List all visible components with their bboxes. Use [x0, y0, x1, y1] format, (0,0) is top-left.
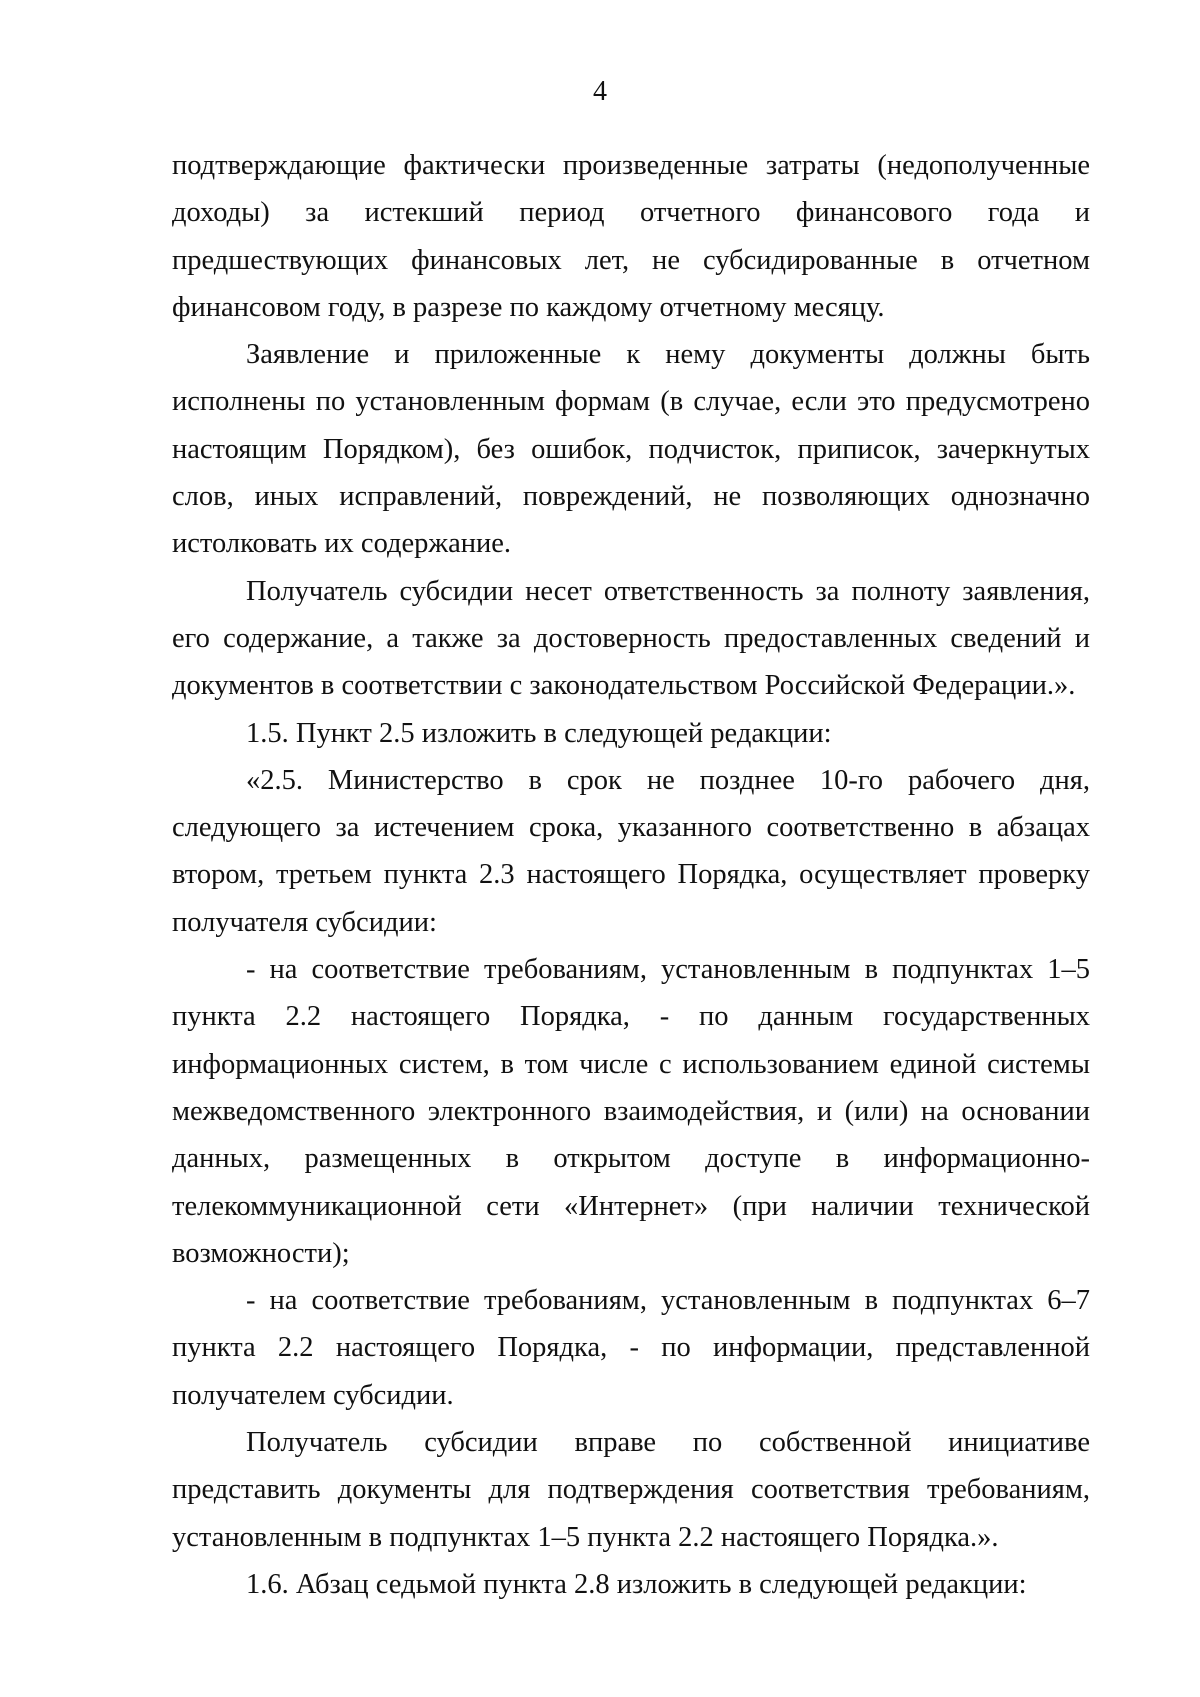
paragraph-check-requirements-6-7: - на соответствие требованиям, установленным в подпунктах 6–7 пункта 2.2 настоящего Порядка, - по информации, представленной получателем субсидии. — [172, 1285, 1090, 1411]
paragraph-application-forms: Заявление и приложенные к нему документы должны быть исполнены по установленным формам (в случае, если это предусмотрено настоящим Порядком), без ошибок, подчисток, приписок, зачеркнутых слов, иных исправлений, повреждений, не позволяющих однозначно истолковать их содержание. — [172, 339, 1090, 560]
document-body — [172, 142, 1090, 1608]
paragraph-expenses-docs: подтверждающие фактически произведенные затраты (недополученные доходы) за истекший период отчетного финансового года и предшествующих финансовых лет, не субсидированные в отчетном финансовом году, в разрезе по каждому отчетному месяцу. — [172, 150, 1090, 323]
paragraph-item-1-5: 1.5. Пункт 2.5 изложить в следующей редакции: — [246, 717, 832, 749]
paragraph-check-requirements-1-5: - на соответствие требованиям, установленным в подпунктах 1–5 пункта 2.2 настоящего Порядка, - по данным государственных информационных систем, в том числе с использованием единой системы межведомственного электронного взаимодействия, и (или) на основании данных, размещенных в открытом доступе в информационно-телекоммуникационной сети «Интернет» (при наличии технической возможности); — [172, 954, 1090, 1269]
page-number: 4 — [593, 76, 607, 107]
paragraph-item-1-6: 1.6. Абзац седьмой пункта 2.8 изложить в следующей редакции: — [246, 1568, 1027, 1600]
paragraph-recipient-initiative: Получатель субсидии вправе по собственной инициативе представить документы для подтверждения соответствия требованиям, установленным в подпунктах 1–5 пункта 2.2 настоящего Порядка.». — [172, 1427, 1090, 1553]
paragraph-recipient-responsibility: Получатель субсидии несет ответственность за полноту заявления, его содержание, а также за достоверность предоставленных сведений и документов в соответствии с законодательством Российской Федерации.». — [172, 575, 1090, 702]
paragraph-item-2-5: «2.5. Министерство в срок не позднее 10-го рабочего дня, следующего за истечением срока, указанного соответственно в абзацах втором, третьем пункта 2.3 настоящего Порядка, осуществляет проверку получателя субсидии: — [172, 764, 1090, 938]
